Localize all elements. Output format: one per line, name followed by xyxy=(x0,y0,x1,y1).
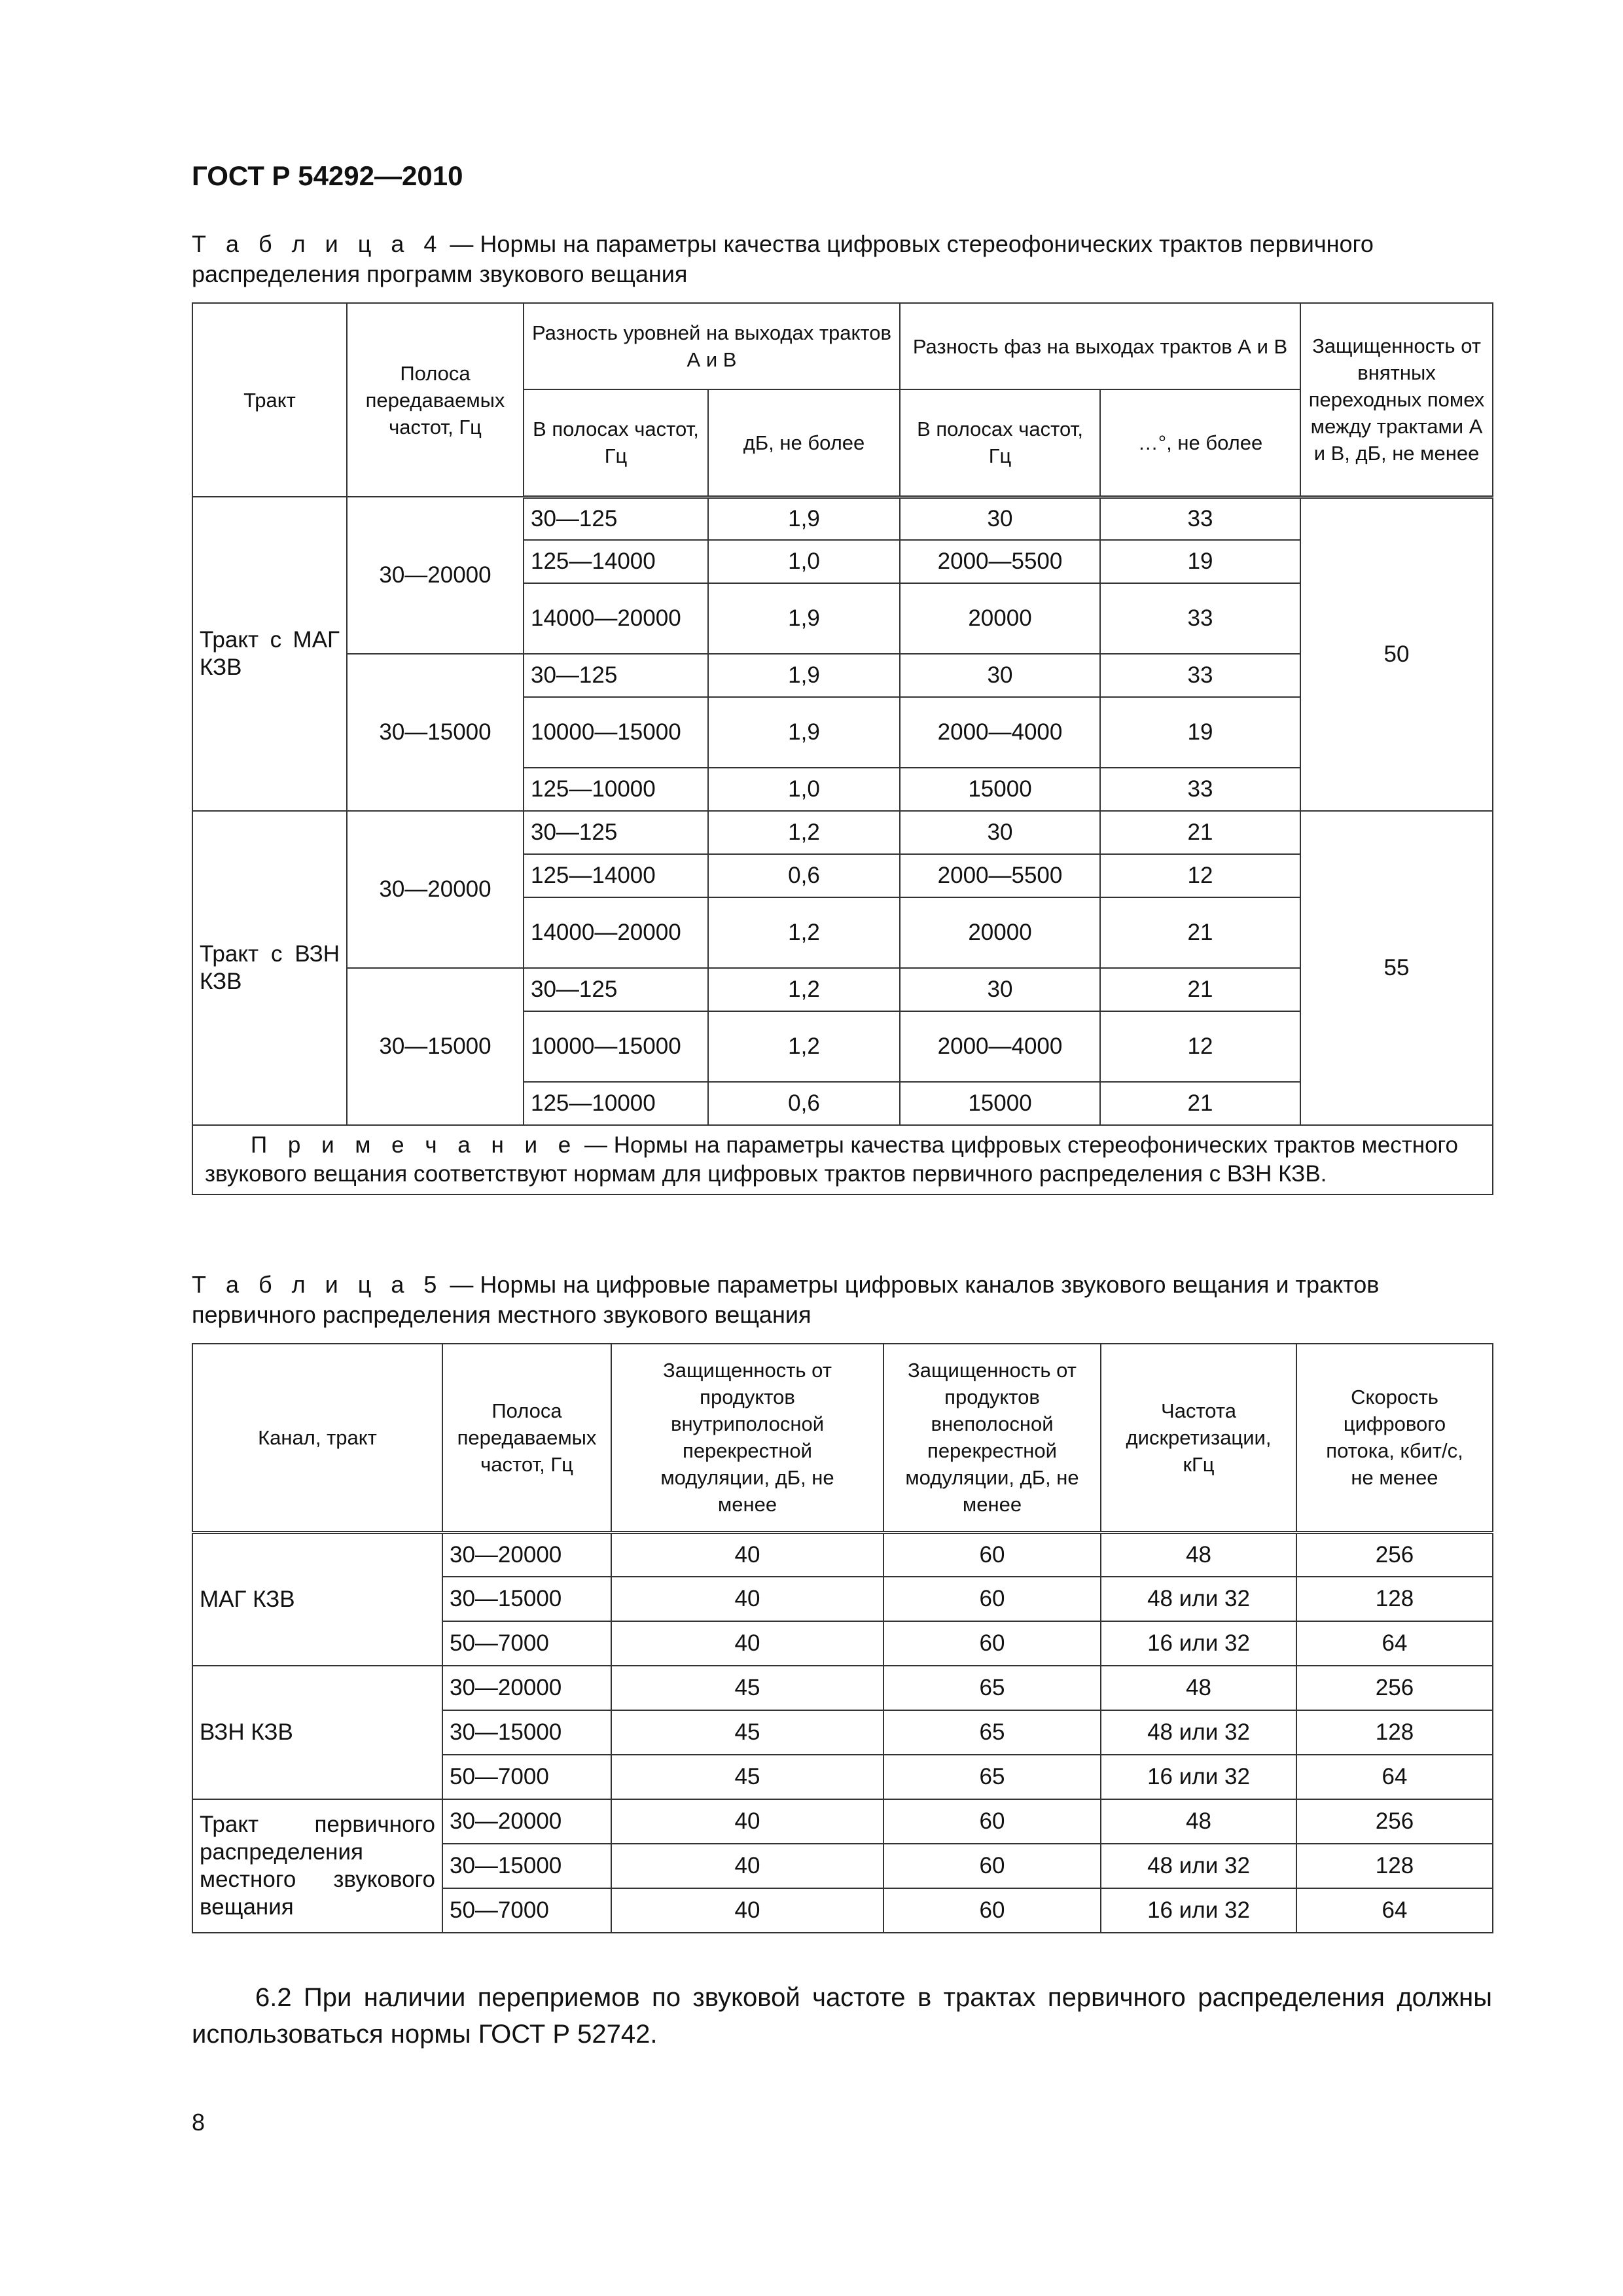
t5-bitrate: 128 xyxy=(1296,1844,1493,1888)
table4-caption xyxy=(192,229,1492,289)
t4-header-phase-diff: Разность фаз на выходах трактов А и В xyxy=(900,303,1300,389)
t5-sampling: 48 или 32 xyxy=(1101,1577,1296,1621)
t4-phase-band: 30 xyxy=(900,654,1100,697)
t4-phase-deg: 19 xyxy=(1100,540,1300,583)
table5-caption xyxy=(192,1270,1492,1330)
t5-bitrate: 256 xyxy=(1296,1532,1493,1577)
t5-inband: 40 xyxy=(611,1532,883,1577)
t4-band-cell: 30—20000 xyxy=(347,811,524,968)
t4-level-band: 14000—20000 xyxy=(524,897,708,968)
t4-protection-cell: 50 xyxy=(1300,497,1493,811)
t4-level-band: 10000—15000 xyxy=(524,1011,708,1082)
t4-level-band: 10000—15000 xyxy=(524,697,708,768)
t4-level-db: 1,9 xyxy=(708,654,900,697)
t4-phase-band: 30 xyxy=(900,497,1100,540)
t4-band-cell: 30—15000 xyxy=(347,968,524,1125)
t5-sampling: 48 или 32 xyxy=(1101,1844,1296,1888)
t4-phase-deg: 33 xyxy=(1100,768,1300,811)
t5-sampling: 16 или 32 xyxy=(1101,1888,1296,1933)
t4-phase-band: 20000 xyxy=(900,897,1100,968)
t4-header-level-db: дБ, не более xyxy=(708,389,900,497)
t4-level-band: 30—125 xyxy=(524,811,708,854)
t4-note xyxy=(192,1125,1493,1194)
t5-header-band: Полоса передаваемых частот, Гц xyxy=(442,1344,611,1532)
t5-outband: 65 xyxy=(883,1755,1101,1799)
t4-header-phase-band: В полосах частот, Гц xyxy=(900,389,1100,497)
t4-level-db: 1,0 xyxy=(708,540,900,583)
table5 xyxy=(192,1343,1493,1933)
t4-level-band: 125—10000 xyxy=(524,1082,708,1125)
t4-band-cell: 30—15000 xyxy=(347,654,524,811)
t4-protection-cell: 55 xyxy=(1300,811,1493,1125)
t4-phase-deg: 33 xyxy=(1100,583,1300,654)
t4-phase-band: 30 xyxy=(900,968,1100,1011)
paragraph-6-2: 6.2 При наличии переприемов по звуковой частоте в трактах первичного распределения должны использоваться нормы ГОСТ Р 52742. xyxy=(192,1983,1492,2049)
t4-note-label: П р и м е ч а н и е xyxy=(251,1132,579,1158)
t5-outband: 65 xyxy=(883,1710,1101,1755)
t5-outband: 60 xyxy=(883,1621,1101,1666)
t5-sampling: 48 или 32 xyxy=(1101,1710,1296,1755)
t4-level-db: 0,6 xyxy=(708,854,900,897)
t5-bitrate: 64 xyxy=(1296,1888,1493,1933)
t5-outband: 60 xyxy=(883,1888,1101,1933)
t4-phase-band: 15000 xyxy=(900,1082,1100,1125)
t5-inband: 40 xyxy=(611,1888,883,1933)
t5-sampling: 16 или 32 xyxy=(1101,1755,1296,1799)
table4-caption-label: Т а б л и ц а 4 xyxy=(192,230,444,257)
t4-phase-band: 2000—5500 xyxy=(900,540,1100,583)
t5-header-inband: Защищенность от продуктов внутриполосной перекрестной модуляции, дБ, не менее xyxy=(611,1344,883,1532)
t5-header-bitrate: Скорость цифрового потока, кбит/с, не менее xyxy=(1296,1344,1493,1532)
t5-channel-cell: Тракт первичного распределения местного звукового вещания xyxy=(192,1799,442,1933)
t5-inband: 45 xyxy=(611,1710,883,1755)
t4-level-db: 1,2 xyxy=(708,968,900,1011)
t4-phase-band: 15000 xyxy=(900,768,1100,811)
t4-header-level-diff: Разность уровней на выходах трактов А и В xyxy=(524,303,900,389)
t4-trakt-cell: Тракт с ВЗН КЗВ xyxy=(192,811,347,1125)
t5-header-sampling: Частота дискретизации, кГц xyxy=(1101,1344,1296,1532)
t5-outband: 60 xyxy=(883,1844,1101,1888)
t5-bitrate: 256 xyxy=(1296,1666,1493,1710)
t4-trakt-cell: Тракт с МАГ КЗВ xyxy=(192,497,347,811)
t4-header-band: Полоса передаваемых частот, Гц xyxy=(347,303,524,497)
t4-phase-deg: 21 xyxy=(1100,811,1300,854)
t5-bitrate: 128 xyxy=(1296,1710,1493,1755)
t5-band: 30—20000 xyxy=(442,1532,611,1577)
t5-bitrate: 128 xyxy=(1296,1577,1493,1621)
t5-band: 50—7000 xyxy=(442,1755,611,1799)
t5-outband: 65 xyxy=(883,1666,1101,1710)
t5-band: 50—7000 xyxy=(442,1621,611,1666)
table4 xyxy=(192,302,1493,1195)
t4-phase-band: 2000—4000 xyxy=(900,1011,1100,1082)
table5-caption-text: — Нормы на цифровые параметры цифровых каналов звукового вещания и трактов первичного распределения местного звукового вещания xyxy=(192,1271,1380,1328)
t5-bitrate: 256 xyxy=(1296,1799,1493,1844)
t4-phase-deg: 12 xyxy=(1100,1011,1300,1082)
t4-level-db: 1,9 xyxy=(708,697,900,768)
t5-outband: 60 xyxy=(883,1532,1101,1577)
t5-channel-cell: ВЗН КЗВ xyxy=(192,1666,442,1799)
t5-outband: 60 xyxy=(883,1577,1101,1621)
t4-level-db: 0,6 xyxy=(708,1082,900,1125)
t4-phase-band: 2000—4000 xyxy=(900,697,1100,768)
t5-bitrate: 64 xyxy=(1296,1621,1493,1666)
t5-inband: 40 xyxy=(611,1577,883,1621)
t5-header-outband: Защищенность от продуктов внеполосной перекрестной модуляции, дБ, не менее xyxy=(883,1344,1101,1532)
t5-inband: 40 xyxy=(611,1844,883,1888)
t4-phase-deg: 21 xyxy=(1100,1082,1300,1125)
t5-sampling: 48 xyxy=(1101,1532,1296,1577)
t4-phase-deg: 19 xyxy=(1100,697,1300,768)
t5-sampling: 48 xyxy=(1101,1799,1296,1844)
t4-phase-deg: 21 xyxy=(1100,897,1300,968)
t4-level-db: 1,0 xyxy=(708,768,900,811)
t5-inband: 40 xyxy=(611,1799,883,1844)
t5-inband: 45 xyxy=(611,1666,883,1710)
t4-note-text: — Нормы на параметры качества цифровых стереофонических трактов местного звукового вещания соответствуют нормам для цифровых трактов первичного распределения с ВЗН КЗВ. xyxy=(205,1132,1458,1187)
table5-caption-label: Т а б л и ц а 5 xyxy=(192,1271,444,1298)
t4-phase-band: 20000 xyxy=(900,583,1100,654)
t4-header-trakt: Тракт xyxy=(192,303,347,497)
t4-level-db: 1,9 xyxy=(708,497,900,540)
t4-phase-deg: 33 xyxy=(1100,497,1300,540)
t5-bitrate: 64 xyxy=(1296,1755,1493,1799)
t4-header-phase-deg: …°, не более xyxy=(1100,389,1300,497)
t5-band: 30—20000 xyxy=(442,1799,611,1844)
t4-level-band: 125—14000 xyxy=(524,854,708,897)
t4-level-band: 125—14000 xyxy=(524,540,708,583)
t5-band: 30—15000 xyxy=(442,1844,611,1888)
t4-phase-deg: 33 xyxy=(1100,654,1300,697)
t5-channel-cell: МАГ КЗВ xyxy=(192,1532,442,1666)
t4-phase-band: 2000—5500 xyxy=(900,854,1100,897)
t4-header-level-band: В полосах частот, Гц xyxy=(524,389,708,497)
t5-header-channel: Канал, тракт xyxy=(192,1344,442,1532)
t5-sampling: 48 xyxy=(1101,1666,1296,1710)
t4-header-protection: Защищенность от внятных переходных помех между трактами А и В, дБ, не менее xyxy=(1300,303,1493,497)
t4-phase-band: 30 xyxy=(900,811,1100,854)
t5-band: 30—20000 xyxy=(442,1666,611,1710)
table4-caption-text: — Нормы на параметры качества цифровых стереофонических трактов первичного распределения программ звукового вещания xyxy=(192,230,1374,287)
t5-band: 50—7000 xyxy=(442,1888,611,1933)
t4-level-db: 1,2 xyxy=(708,811,900,854)
t4-level-band: 14000—20000 xyxy=(524,583,708,654)
t4-level-band: 30—125 xyxy=(524,654,708,697)
document-code: ГОСТ Р 54292—2010 xyxy=(192,160,463,191)
t4-level-band: 125—10000 xyxy=(524,768,708,811)
t4-level-db: 1,9 xyxy=(708,583,900,654)
t4-band-cell: 30—20000 xyxy=(347,497,524,654)
t4-level-band: 30—125 xyxy=(524,497,708,540)
t5-band: 30—15000 xyxy=(442,1710,611,1755)
t4-phase-deg: 12 xyxy=(1100,854,1300,897)
t5-outband: 60 xyxy=(883,1799,1101,1844)
t5-sampling: 16 или 32 xyxy=(1101,1621,1296,1666)
t4-level-band: 30—125 xyxy=(524,968,708,1011)
t5-inband: 40 xyxy=(611,1621,883,1666)
t4-level-db: 1,2 xyxy=(708,1011,900,1082)
t4-phase-deg: 21 xyxy=(1100,968,1300,1011)
t4-level-db: 1,2 xyxy=(708,897,900,968)
t5-inband: 45 xyxy=(611,1755,883,1799)
page-number: 8 xyxy=(192,2109,205,2136)
t5-band: 30—15000 xyxy=(442,1577,611,1621)
